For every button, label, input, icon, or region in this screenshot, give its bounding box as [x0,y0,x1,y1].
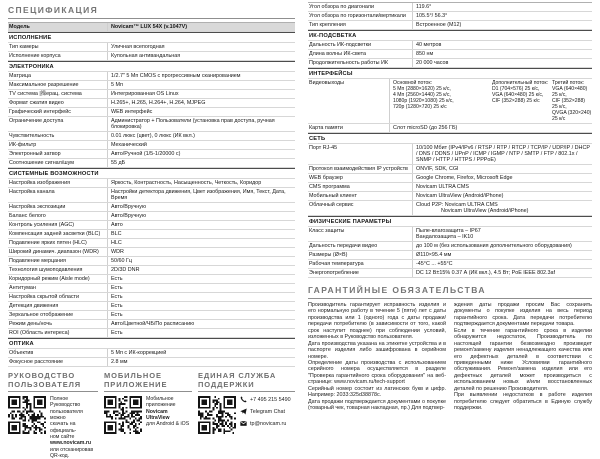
spec-value: Есть [111,311,123,318]
guide-text [50,396,98,459]
guide-text [146,396,192,434]
spec-row [308,269,592,278]
spec-row [8,266,295,275]
qr-code [8,396,46,434]
warranty-paragraph: Определение даты производства с использованием серийного номера осуществляется в разделе "Проверка гарантийного срока оборудования" на веб-странице: www.novicam.ru/tech-support [308,360,446,386]
spec-row [8,43,295,52]
spec-row [8,349,295,358]
spec-label: Баланс белого [8,212,108,220]
spec-value: 50/60 Гц [111,257,132,264]
section-header: ИНТЕРФЕЙСЫ [308,68,592,79]
guide-text-line: QR-код. [50,452,70,459]
stream-line: Основной поток: [393,79,432,86]
spec-value: Есть [111,329,123,336]
spec-value [413,227,592,241]
spec-row [8,90,295,99]
spec-value: 55 дБ [111,159,126,166]
spec-value: 5 Мп с ИК-коррекцией [111,349,167,356]
spec-value [390,79,592,123]
guide-title-line: ПОЛЬЗОВАТЕЛЯ [8,379,82,389]
stream-line: VGA (640×480) 25 к/с, [552,85,588,98]
spec-value: -45°C ... +55°C [416,260,453,267]
spec-label: Подавление ярких пятен (HLC) [8,239,108,247]
value-line: Вандалозащита – IK10 [416,233,474,240]
stream-column [489,80,549,122]
spec-label: Матрица [8,72,108,80]
spec-value: Яркость, Контрастность, Насыщенность, Четкость, Коридор [111,179,262,186]
guide-title [198,372,295,392]
stream-column [390,80,489,122]
spec-row [8,302,295,311]
guide-text-line: www.novicam.ru [50,440,92,447]
spec-label: Тип камеры [8,43,108,51]
spec-label: Протокол взаимодействия IP устройств [308,165,413,173]
spec-label: Формат сжатия видео [8,99,108,107]
spec-label: Настройка экспозиции [8,203,108,211]
spec-value: Авто/Вручную [111,203,146,210]
spec-label: Дальность передачи видео [308,242,413,250]
spec-row [8,358,295,367]
spec-label: Фокусное расстояние [8,358,108,366]
spec-label: WEB браузер [308,174,413,182]
guide-body [198,396,295,434]
spec-row [8,72,295,81]
guide-title [8,372,98,392]
spec-row [8,81,295,90]
spec-row [8,230,295,239]
spec-label: Компенсация задней засветки (BLC) [8,230,108,238]
spec-row [308,192,592,201]
spec-label: Антитуман [8,284,108,292]
right-column [308,2,592,412]
spec-value: Novicam™ LUX 54X (v.1047V) [111,24,187,30]
spec-label: Дальность ИК-подсветки [308,41,413,49]
spec-label: TV система |操ерац. система [8,90,108,98]
phone-icon [240,396,247,403]
section-header: СИСТЕМНЫЕ ВОЗМОЖНОСТИ [8,168,295,179]
spec-value: Механический [111,141,147,148]
qr-code [104,396,142,434]
section-header: СЕТЬ [308,133,592,144]
spec-label: Настройка изображения [8,179,108,187]
spec-row [8,23,295,32]
spec-label: ROI (Область интереса) [8,329,108,337]
spec-value: 1/2.7" 5 Мп CMOS с прогрессивным сканированием [111,72,241,79]
qr-code [198,396,236,434]
warranty-column-2 [454,302,592,412]
spec-label: Режим день/ночь [8,320,108,328]
spec-value: Купольная антивандальная [111,52,181,59]
value-line: Novicam UltraView (Android/iPhone) [441,207,529,214]
spec-label: Облачный сервис [308,201,413,215]
spec-row [8,141,295,150]
spec-value: Встроенное (M12) [416,22,462,28]
spec-row [8,179,295,188]
spec-row [8,248,295,257]
spec-row [308,79,592,124]
contact-item [240,408,291,415]
spec-value: до 100 м (без использования дополнительного оборудования) [416,242,572,249]
spec-value: Администратор + Пользователи (установка прав доступа, ручная блокировка) [111,117,275,130]
spec-label: Угол обзора по диагонали [308,3,413,11]
spec-row [8,188,295,203]
spec-label: Графический интерфейс [8,108,108,116]
guide-text-line: или отсканировав [50,446,94,453]
warranty-paragraph: Дата продажи подтверждается документами о покупке (товарный чек, товарная накладная, пр.) Для подтвер- [308,398,446,412]
spec-value: 119.6° [416,4,432,10]
spec-value: Настройки детектора движения, Цвет изображения, Имя, Текст, Дата, Время [111,188,286,201]
spec-value: 5 Мп [111,81,123,88]
spec-row [308,201,592,216]
spec-row [308,174,592,183]
spec-value [413,201,592,215]
guide-text-line: скачать на официаль- [50,421,77,434]
spec-table-left [8,22,295,367]
guide-text-line: Novicam UltraView [146,408,170,422]
spec-label: Продолжительность работы ИК [308,59,413,67]
telegram-icon [240,408,247,415]
spec-row [308,144,592,165]
spec-label: Соотношение сигнал/шум [8,159,108,167]
spec-row [308,242,592,251]
spec-row [8,221,295,230]
spec-row [8,275,295,284]
warranty-title: ГАРАНТИЙНЫЕ ОБЯЗАТЕЛЬСТВА [308,285,592,299]
spec-value: Novicam ULTRA CMS [416,183,469,190]
spec-value: Слот microSD (до 256 ГБ) [393,124,458,131]
stream-line: 5 Мп (2880×1620) 25 к/с, [393,85,451,92]
spec-value: ONVIF, SDK, CGI [416,165,459,172]
spec-label: Карта памяти [308,124,390,132]
spec-row [8,293,295,302]
guide-text-line: Мобильное [146,396,174,403]
spec-value: Авто/Цветной/ЧБ/По расписанию [111,320,195,327]
spec-value: 2.8 мм [111,358,128,365]
guide-text-line: Полное Руководство [50,396,81,409]
spec-label: Настройка канала [8,188,108,202]
value-line: Cloud P2P: Novicam ULTRA CMS [416,201,498,208]
spec-label: Видеовыходы [308,79,390,123]
spec-title: СПЕЦИФИКАЦИЯ [8,5,295,19]
guide-boxes [8,372,295,459]
spec-label: Размеры (Ø×В) [308,251,413,259]
spec-row [8,239,295,248]
spec-value: Авто/Ручной (1/5-1/20000 с) [111,150,181,157]
stream-line: VGA (640×480) 25 к/с, [492,91,544,98]
spec-value: H.265+, H.265, H.264+, H.264, MJPEG [111,99,206,106]
spec-label: Электронный затвор [8,150,108,158]
spec-label: Настройка скрытой области [8,293,108,301]
spec-row [8,150,295,159]
guide-user-guide [8,372,98,459]
guide-body [8,396,98,459]
guide-title-line: ЕДИНАЯ СЛУЖБА [198,370,277,380]
spec-value: Уличная всепогодная [111,43,165,50]
left-column [8,5,295,459]
spec-value: 40 метров [416,41,442,48]
spec-row [8,132,295,141]
spec-row [8,108,295,117]
section-header: ОПТИКА [8,338,295,349]
spec-value: Есть [111,284,123,291]
spec-value: Авто/Вручную [111,212,146,219]
spec-label: Модель [8,23,108,31]
spec-label: Энергопотребление [308,269,413,277]
contact-item [240,396,291,403]
stream-line: Третий поток: [552,79,584,86]
spec-row [8,159,295,168]
spec-value: HLC [111,239,122,246]
spec-value: 20 000 часов [416,59,449,66]
spec-value: Ø110×95.4 мм [416,251,452,258]
spec-label: Зеркальное отображение [8,311,108,319]
warranty-paragraph: Если в течение гарантийного срока в изделии обнаружится недостаток, Производитель по настоящей гарантии безвозмездно произведет ремонт/замену изделия ненадлежащего качества или его дефектных деталей в соответствии с приведенными ниже Условиями гарантийного обслуживания. Ремонт/замена изделия или его дефектных деталей может производиться с использованием новых и/или восстановленных деталей по решению Производителя. [454,327,592,392]
section-header: ЭЛЕКТРОНИКА [8,61,295,72]
spec-value: Авто [111,221,123,228]
spec-row [308,21,592,30]
spec-row [8,257,295,266]
stream-column [549,80,592,122]
contact-item [240,420,291,427]
spec-label: Тип крепления [308,21,413,29]
stream-line: CIF (352×288) 25 к/с, [552,97,585,110]
guide-title-line: РУКОВОДСТВО [8,370,76,380]
spec-label: Угол обзора по горизонтали/вертикали [308,12,413,20]
spec-label: CMS программа [308,183,413,191]
spec-label: Детекция движения [8,302,108,310]
spec-value: Есть [111,275,123,282]
spec-row [308,124,592,133]
spec-row [308,165,592,174]
spec-label: ИК-фильтр [8,141,108,149]
spec-value: BLC [111,230,122,237]
spec-row [308,41,592,50]
spec-label: Широкий динамич. диапазон (WDR) [8,248,108,256]
stream-line: D1 (704×576) 25 к/с, [492,85,540,92]
guide-text-line: приложение [146,402,176,409]
spec-value: WDR [111,248,124,255]
spec-value: Novicam UltraView (Android/iPhone) [416,192,504,199]
section-header: ИК-ПОДСВЕТКА [308,30,592,41]
spec-label: Подавление мерцания [8,257,108,265]
spec-row [308,59,592,68]
spec-row [308,3,592,12]
guide-title-line: ПОДДЕРЖКИ [198,379,255,389]
guide-text-line: для Android & iOS [146,421,190,428]
contact-text: +7 495 215 5490 [250,396,291,403]
spec-value: 850 нм [416,50,434,57]
spec-label: Рабочая температура [308,260,413,268]
spec-label: Исполнение корпуса [8,52,108,60]
spec-value: 0.01 люкс (цвет), 0 люкс (ИК вкл.) [111,132,195,139]
spec-table-right [308,2,592,278]
spec-value: 10/100 Мбит (IPv4/IPv6 / RTSP / RTP / RTCP / TCP/IP / UDP/IP / DHCP / DNS / DDNS / UPnP / ICMP / IGMP / NTP / SMTP / FTP / 802.1x / SNMP / HTTP / HTTPS / PPPoE) [416,144,590,163]
spec-row [308,251,592,260]
spec-row [8,284,295,293]
spec-label: Длина волны ИК-света [308,50,413,58]
guide-text-line: ном сайте [50,433,75,440]
guide-body [104,396,192,434]
spec-row [8,52,295,61]
warranty-paragraph: Производитель гарантирует исправность изделия и его нормальную работу в течение 5 (пяти) лет с даты производства или 1 (одного) года с даты продажи/передачи потребителю (в зависимости от того, какой срок наступит позднее) при соблюдении условий, изложенных в Руководство пользователя. [308,301,446,341]
guide-text [240,396,291,434]
spec-label: Порт RJ-45 [308,144,413,164]
contact-text: Telegram Chat [250,408,286,415]
spec-row [308,50,592,59]
guide-title-line: МОБИЛЬНОЕ [104,370,162,380]
spec-row [8,320,295,329]
spec-row [308,227,592,242]
section-header: ФИЗИЧЕСКИЕ ПАРАМЕТРЫ [308,216,592,227]
spec-row [8,203,295,212]
warranty-text [308,302,592,412]
spec-row [308,260,592,269]
spec-row [8,311,295,320]
warranty-column-1 [308,302,446,412]
section-header: ИСПОЛНЕНИЕ [8,32,295,43]
spec-label: Максимальное разрешение [8,81,108,89]
spec-value: DC 12 В±15% 0.37 А (ИК вкл.), 4.5 Вт; PoE IEEE 802.3af [416,269,556,276]
stream-line: 4 Мп (2560×1440) 25 к/с, [393,91,451,98]
spec-value: Интегрированная OS Linux [111,90,179,97]
spec-label: Объектив [8,349,108,357]
spec-row [308,183,592,192]
spec-value: 105.5°/ 56.3° [416,13,448,19]
email-icon [240,420,247,427]
spec-label: Контроль усиления (AGC) [8,221,108,229]
spec-label: Мобильный клиент [308,192,413,200]
stream-line: Дополнительный поток: [492,79,548,86]
guide-title [104,372,192,392]
spec-row [308,12,592,21]
warranty-paragraph: ждения даты продажи просим Вас сохранить документы о покупке изделия на весь период гарантийного срока. Дата передачи потребителю подтверждается документами передачи товара. [454,301,592,328]
guide-text-line: пользователя можно [50,408,83,422]
value-line: Пыле-влагозащита – IP67 [416,227,481,234]
stream-line: CIF (352×288) 25 к/с [492,97,540,104]
spec-value: Google Chrome, Firefox, Microsoft Edge [416,174,513,181]
spec-row [8,329,295,338]
stream-line: 720p (1280×720) 25 к/с [393,103,447,110]
spec-value: 2D/3D DNR [111,266,140,273]
guide-mobile-app [104,372,192,459]
spec-label: Технология шумоподавления [8,266,108,274]
spec-value: Есть [111,302,123,309]
spec-row [8,99,295,108]
contact-text: tp@novicam.ru [250,420,287,427]
spec-label: Класс защиты [308,227,413,241]
spec-value: WEB интерфейс [111,108,153,115]
stream-line: 1080p (1920×1080) 25 к/с, [393,97,454,104]
warranty-paragraph: При выявлении недостатков в работе изделия потребителю следует обратиться в Единую службу поддержки. [454,392,592,412]
guide-support [198,372,295,459]
warranty-paragraph: Серийный номер состоит из латинских букв и цифр. Например: 2033:325d38878c. [308,385,446,399]
spec-row [8,212,295,221]
spec-label: Коридорный режим (Aisle mode) [8,275,108,283]
spec-value: Есть [111,293,123,300]
spec-label: Чувствительность [8,132,108,140]
warranty-paragraph: Дата производства указана на этикетке устройства и в паспорте изделия либо зашифрована в серийном номере. [308,340,446,360]
stream-line: QVGA (320×240) 25 к/с [552,109,592,122]
spec-label: Ограничение доступа [8,117,108,131]
guide-title-line: ПРИЛОЖЕНИЕ [104,379,168,389]
spec-row [8,117,295,132]
